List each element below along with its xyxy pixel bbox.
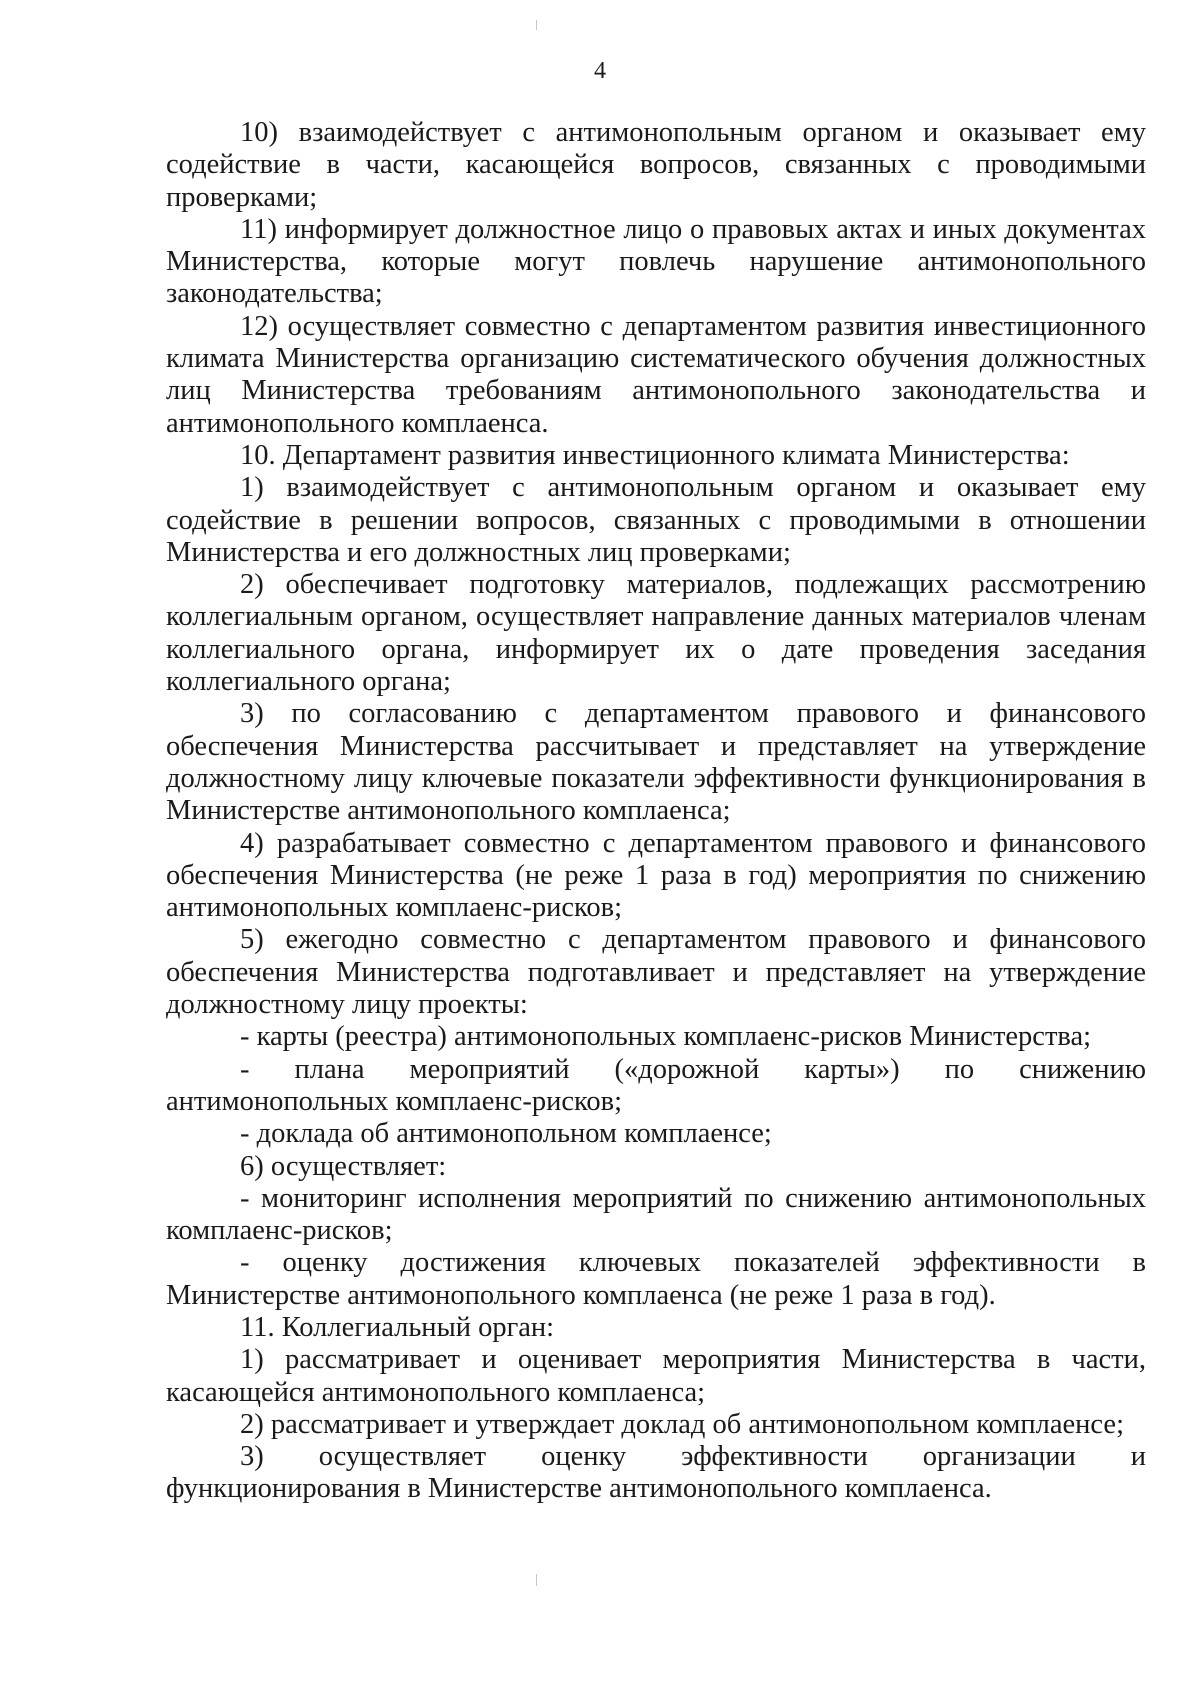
paragraph: - мониторинг исполнения мероприятий по снижению антимонопольных комплаенс-рисков; xyxy=(166,1182,1146,1247)
paragraph: 10. Департамент развития инвестиционного климата Министерства: xyxy=(240,439,1070,471)
paragraph: 6) осуществляет: xyxy=(240,1150,447,1182)
document-body xyxy=(166,117,1146,1506)
page-number: 4 xyxy=(594,58,606,84)
paragraph: 3) осуществляет оценку эффективности организации и функционирования в Министерстве антимонопольного комплаенса. xyxy=(166,1441,1146,1505)
paragraph: - оценку достижения ключевых показателей эффективности в Министерстве антимонопольного комплаенса (не реже 1 раза в год). xyxy=(166,1247,1146,1311)
paragraph: 5) ежегодно совместно с департаментом правового и финансового обеспечения Министерства подготавливает и представляет на утверждение должностному лицу проекты: xyxy=(166,924,1146,1021)
paragraph: 12) осуществляет совместно с департаментом развития инвестиционного климата Министерства организацию систематического обучения должностных лиц Министерства требованиям антимонопольного законодательства и антимонопольного комплаенса. xyxy=(166,310,1146,439)
paragraph: 11. Коллегиальный орган: xyxy=(240,1311,555,1343)
scan-mark-bottom xyxy=(536,1574,537,1586)
paragraph: - карты (реестра) антимонопольных комплаенс-рисков Министерства; xyxy=(240,1021,1092,1053)
scan-mark-top xyxy=(536,20,537,30)
paragraph: 11) информирует должностное лицо о правовых актах и иных документах Министерства, которые могут повлечь нарушение антимонопольного законодательства; xyxy=(166,213,1146,310)
paragraph: 4) разрабатывает совместно с департаментом правового и финансового обеспечения Министерства (не реже 1 раза в год) мероприятия по снижению антимонопольных комплаенс-рисков; xyxy=(166,827,1146,924)
paragraph: 2) рассматривает и утверждает доклад об антимонопольном комплаенсе; xyxy=(240,1408,1124,1440)
paragraph: 1) рассматривает и оценивает мероприятия Министерства в части, касающейся антимонопольного комплаенса; xyxy=(166,1344,1146,1408)
paragraph: 2) обеспечивает подготовку материалов, подлежащих рассмотрению коллегиальным органом, осуществляет направление данных материалов членам коллегиального органа, информирует их о дате проведения заседания коллегиального органа; xyxy=(166,569,1146,698)
paragraph: 3) по согласованию с департаментом правового и финансового обеспечения Министерства рассчитывает и представляет на утверждение должностному лицу ключевые показатели эффективности функционирования в Министерстве антимонопольного комплаенса; xyxy=(166,698,1146,827)
paragraph: 1) взаимодействует с антимонопольным органом и оказывает ему содействие в решении вопросов, связанных с проводимыми в отношении Министерства и его должностных лиц проверками; xyxy=(166,472,1146,568)
paragraph: 10) взаимодействует с антимонопольным органом и оказывает ему содействие в части, касающейся вопросов, связанных с проводимыми проверками; xyxy=(166,117,1146,213)
paragraph: - доклада об антимонопольном комплаенсе; xyxy=(240,1118,772,1150)
paragraph: - плана мероприятий («дорожной карты») по снижению антимонопольных комплаенс-рисков; xyxy=(166,1053,1146,1117)
